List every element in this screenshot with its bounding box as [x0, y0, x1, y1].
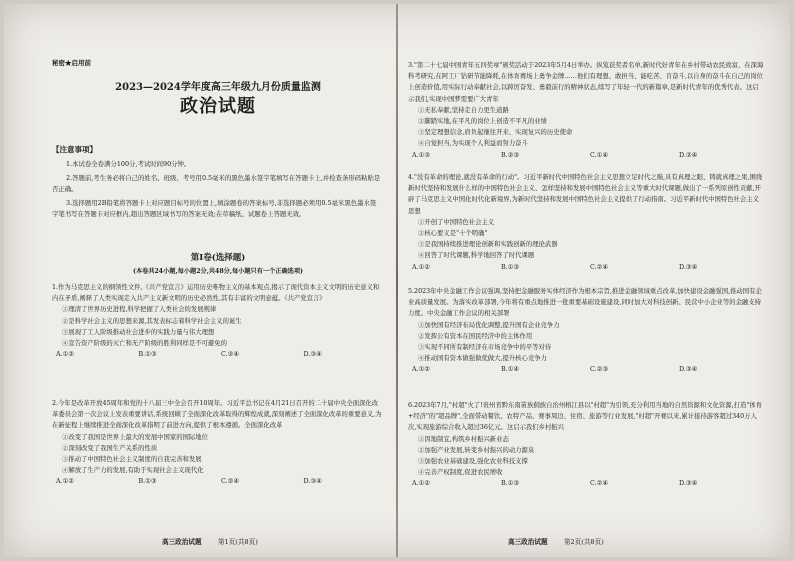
statement-option: ①改变了我国是世界上最大的发展中国家的国际地位 [62, 433, 208, 441]
notice-item: 2.答题前,考生务必将自己的姓名、班级、考号用0.5毫米的黑色墨水签字笔填写在答题卡上,并检查条形码粘贴是否正确。 [52, 173, 381, 193]
statement-option: ③实现不同所有制经济在市场竞争中的平等对待 [418, 344, 552, 352]
left-page [52, 4, 384, 557]
question-6 [408, 400, 764, 490]
notice-list [52, 159, 382, 223]
answer-choice-a: A.①② [56, 351, 74, 359]
answer-choice-a: A.①② [56, 478, 74, 486]
footer-page-number: 第2页(共8页) [563, 538, 604, 546]
footer-page-number: 第1页(共8页) [217, 538, 258, 546]
answer-choice-b: B.①③ [138, 478, 157, 486]
statement-option: ④完善产权制度,促进农民增收 [418, 469, 503, 477]
scanned-exam-sheet [4, 4, 790, 557]
answer-choice-b: B.①③ [138, 351, 157, 359]
notice-heading: 【注意事项】 [52, 145, 97, 154]
question-5 [408, 286, 764, 376]
answer-choice-c: C.②④ [590, 263, 609, 271]
answer-choice-c: C.①④ [590, 151, 609, 159]
answer-choice-d: D.③④ [303, 478, 322, 486]
subject-title: 政治试题 [180, 96, 256, 117]
section-instructions: (本卷共24小题,每小题2分,共48分,每小题只有一个正确选项) [133, 268, 303, 275]
page-fold-divider [396, 4, 398, 557]
right-page [408, 4, 768, 557]
answer-choice-c: C.②④ [221, 351, 240, 359]
answer-choice-c: C.②③ [590, 366, 609, 374]
statement-option: ④解放了生产力的发展,有助于实现社会主义现代化 [62, 467, 204, 475]
answer-choices [52, 476, 382, 487]
answer-choice-b: B.①③ [501, 263, 520, 271]
answer-choice-d: D.③④ [679, 263, 698, 271]
answer-choice-a: A.①② [412, 263, 430, 271]
exam-title: 2023—2024学年度高三年级九月份质量监测 [115, 82, 321, 93]
question-stem: 1.作为马克思主义的纲领性文件,《共产党宣言》运用历史唯物主义的基本观点,揭示了现代资本主义文明的历史意义和内在矛盾,阐释了人类实现走入共产主义新文明的历史必然性,其有丰富的文明意蕴。《共产党宣言》 [52, 284, 380, 303]
footer-title: 高三政治试题 [162, 538, 202, 546]
answer-choice-a: A.①② [412, 480, 430, 488]
question-stem: 5.2023年中央金融工作会议强调,坚持把金融服务实体经济作为根本宗旨,推进金融领域重点改革,加快建设金融强国,推动国有企业高质量发展。为落实改革部署,今年将有重点地推进一批重要基础设施建设,同时加大对科技创新、民营中小企业等的金融支持力度。中央金融工作会议的相关部署 [408, 288, 762, 318]
statement-option: ②脚踏实地,在平凡的岗位上创造不平凡的业绩 [418, 118, 547, 126]
statement-option: ②深刻改变了我国生产关系的性质 [62, 444, 158, 452]
statement-option: ②核心要义是"十个明确" [418, 230, 488, 238]
answer-choice-c: C.②④ [590, 480, 609, 488]
answer-choices [408, 262, 764, 273]
question-3 [408, 60, 764, 161]
section-title: 第Ⅰ卷(选择题) [190, 253, 246, 263]
question-2 [52, 398, 382, 488]
statement-option: ②是科学社会主义的思想来源,其发表标志着科学社会主义的诞生 [62, 317, 242, 325]
question-stem: 3."第二十七届中国青年五四奖章"颁奖活动于2023年5月4日举办。纵览获奖者名单,新时代好青年在乡村带动农民致富、在深海科考研究,在阿工厂钻研节能降耗,在体育赛场上勇争金牌……他们有理想、敢担当、能吃苦、肯奋斗,以自身的奋斗在自己的岗位上创造价值,用实际行动奉献社会,以踔厉奋发、勇毅前行的精神状态,续写了年轻一代的新篇章,是新时代青年的优秀代表。这启示我们,实现中国梦需要广大青年 [408, 62, 764, 103]
footer-title: 高三政治试题 [508, 538, 548, 546]
statement-option: ①因地制宜,构筑乡村振兴新业态 [418, 435, 509, 443]
answer-choice-a: A.①② [412, 366, 430, 374]
answer-choice-b: B.①④ [501, 366, 520, 374]
page-footer [162, 536, 258, 546]
confidential-mark: 秘密★启用前 [52, 59, 91, 67]
statement-option: ①加快国有经济布局优化调整,提升国有企业竞争力 [418, 321, 560, 329]
statement-option: ④自觉担当,为实现个人利益而努力奋斗 [418, 140, 528, 148]
question-stem: 2.今年是改革开放45周年和党的十八届三中全会召开10周年。习近平总书记在4月21日召开的二十届中央全面深化改革委员会第一次会议上发表重要讲话,系统回顾了全面深化改革取得的辉煌成就,深刻阐述了全面深化改革的重要意义,为在新征程上继续推进全面深化改革指明了前进方向,提供了根本遵循。全面深化改革 [52, 400, 382, 430]
answer-choice-b: B.①③ [501, 480, 520, 488]
answer-choice-d: D.③④ [679, 366, 698, 374]
answer-choices [408, 478, 764, 489]
statement-option: ③坚定理想信念,肩负起继往开来、实现复兴的历史使命 [418, 129, 573, 137]
answer-choice-a: A.①③ [412, 151, 430, 159]
statement-option: ②加强产业发展,转变乡村振兴的动力源泉 [418, 446, 535, 454]
page-footer [508, 536, 604, 546]
answer-choice-b: B.②③ [501, 151, 520, 159]
statement-option: ④宣告资产阶级的灭亡和无产阶级的胜利同样是不可避免的 [62, 340, 227, 348]
notice-item: 1.本试卷全卷满分100分,考试时间90分钟。 [66, 160, 191, 168]
statement-option: ②发挥公有资本在国民经济中的主体作用 [418, 332, 533, 340]
question-4 [408, 172, 764, 273]
question-stem: 6.2023年7月,"村超"火了!贵州省黔东南苗族侗族自治州榕江县以"村超"为引领,充分利用当地的自然资源和文化资源,打造"体育+经济"的"超品牌",全面带动餐饮、农特产品、赛事周边、住宿、旅游等行业发展,"村超"开赛以来,累计接待游客超过340万人次,实现旅游综合收入超过36亿元。这启示我们乡村振兴 [408, 402, 762, 432]
answer-choice-d: D.②④ [679, 151, 698, 159]
statement-option: ③推动了中国特色社会主义制度的自我完善和发展 [62, 456, 202, 464]
statement-option: ④推动国有资本做强做优做大,提升核心竞争力 [418, 355, 547, 363]
statement-option: ①无私奉献,坚持走自力更生道路 [418, 106, 509, 114]
notice-item: 3.选择题用2B铅笔将答题卡上对应题目标号的位置上,填涂题卷的答案标号,非选择题必须用0.5毫米黑色墨水签字笔书写在答题卡对应框内,超出答题区域书写的答案无效;在草稿纸、试题卷上答题无效。 [52, 198, 377, 218]
statement-option: ①理清了世界历史进程,科学把握了人类社会的发展规律 [62, 306, 217, 314]
answer-choices [52, 349, 382, 360]
answer-choices [408, 364, 764, 375]
answer-choice-c: C.②④ [221, 478, 240, 486]
question-1 [52, 282, 382, 360]
statement-option: ④回答了时代课题,科学地回答了时代课题 [418, 252, 535, 260]
statement-option: ③展现了工人阶级推动社会进步的实践力量与伟大理想 [62, 328, 215, 336]
answer-choice-d: D.③④ [303, 351, 322, 359]
answer-choices [408, 150, 764, 161]
statement-option: ③加强农业基础建设,强化农业科技支撑 [418, 458, 528, 466]
question-stem: 4."没有革命的理论,就没有革命的行动"。习近平新时代中国特色社会主义思想立足时代之巅,具有真理之眼、铸就真理之果,围绕新时代坚持和发展什么样的中国特色社会主义、怎样坚持和发展中国特色社会主义等重大时代课题,做出了一系列原创性贡献,开辟了马克思主义中国化时代化新境界,为新时代坚持和发展中国特色社会主义提供了行动指南。习近平新时代中国特色社会主义思想 [408, 174, 763, 215]
statement-option: ③是我国持续推进理论创新和实践创新的理论武器 [418, 241, 558, 249]
answer-choice-d: D.③④ [679, 480, 698, 488]
statement-option: ①开创了中国特色社会主义 [418, 218, 495, 226]
